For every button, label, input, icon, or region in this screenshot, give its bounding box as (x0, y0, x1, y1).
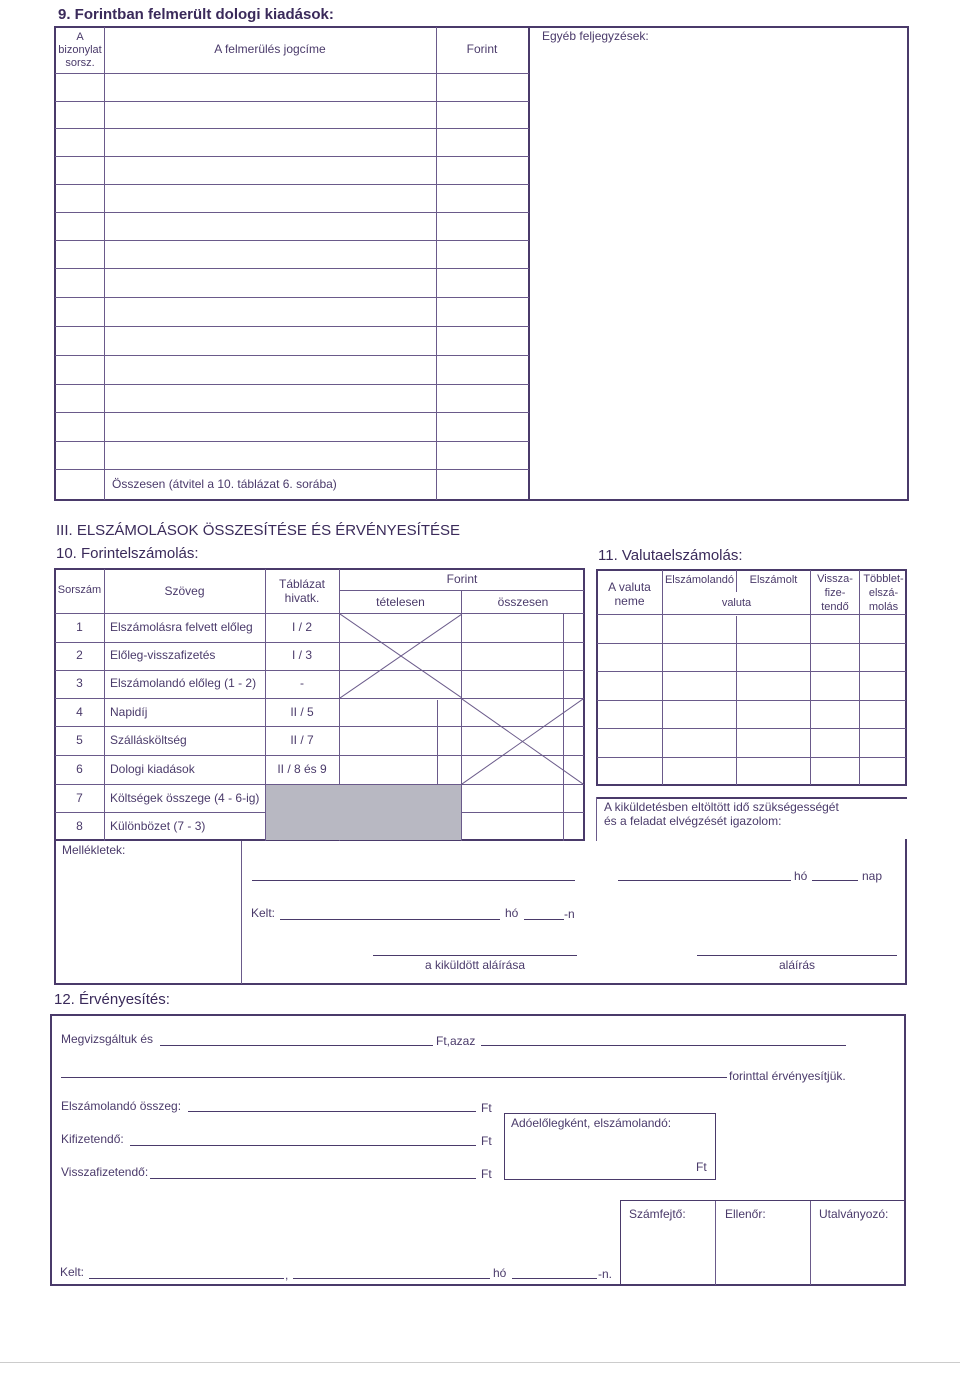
section9-table (54, 26, 909, 501)
mellekletek-label: Mellékletek: (62, 843, 126, 857)
col-valuta-header: valuta (721, 597, 752, 609)
section-iii-title: III. ELSZÁMOLÁSOK ÖSSZESÍTÉSE ÉS ÉRVÉNYESÍTÉSE (56, 522, 461, 539)
col-visszafizetendo-header: Vissza- fize- tendő (817, 573, 853, 613)
row-5-text: Szállásköltség (110, 733, 187, 747)
cross-mark-1 (340, 614, 462, 698)
row-6-no: 6 (76, 762, 83, 776)
kelt-bottom-label: Kelt: (60, 1265, 85, 1279)
kelt-comma: , (285, 1268, 289, 1282)
row-1-ref: I / 2 (291, 620, 312, 634)
visszafizetendo-ft-label: Ft (481, 1167, 492, 1181)
kifizetendo-label: Kifizetendő: (61, 1132, 124, 1146)
col-szoveg-header: Szöveg (164, 584, 205, 598)
row-8-no: 8 (76, 819, 83, 833)
shaded-cell (266, 785, 461, 840)
row-2-no: 2 (76, 648, 83, 662)
cross-mark-2 (462, 699, 583, 784)
col-tetelesen-header: tételesen (376, 595, 425, 609)
kelt-n-label: -n (564, 907, 575, 921)
col-forint-group-header: Forint (446, 572, 478, 586)
row-5-ref: II / 7 (290, 733, 314, 747)
row-3-text: Elszámolandó előleg (1 - 2) (110, 676, 257, 690)
alairas-label: aláírás (778, 958, 816, 972)
row-2-ref: I / 3 (291, 648, 312, 662)
col-forint-header: Forint (466, 42, 498, 56)
section11-title: 11. Valutaelszámolás: (598, 547, 743, 564)
row-1-text: Elszámolásra felvett előleg (110, 620, 253, 634)
forinttal-label: forinttal érvényesítjük. (729, 1069, 846, 1083)
row-6-ref: II / 8 és 9 (277, 762, 327, 776)
szamfejto-label: Számfejtő: (629, 1207, 686, 1221)
col-sorsz-header: A bizonylat sorsz. (58, 31, 102, 69)
row-8-text: Különbözet (7 - 3) (110, 819, 206, 833)
row-7-text: Költségek összege (4 - 6-ig) (110, 791, 260, 805)
certify-ho-label: hó (794, 869, 808, 883)
ft-azaz-label: Ft,azaz (436, 1034, 476, 1048)
col-jogcim-header: A felmerülés jogcíme (214, 42, 326, 56)
elszamolando-osszeg-label: Elszámolandó összeg: (61, 1099, 182, 1113)
col-elszamolt-header: Elszámolt (749, 574, 798, 586)
kifizetendo-ft-label: Ft (481, 1134, 492, 1148)
section9-total-label: Összesen (átvitel a 10. táblázat 6. sorába) (112, 477, 337, 491)
col-sorszam-header: Sorszám (57, 584, 102, 596)
row-3-no: 3 (76, 676, 83, 690)
elszamolando-ft-label: Ft (481, 1101, 492, 1115)
col-osszesen-header: összesen (497, 595, 549, 609)
adoeloleg-label: Adóelőlegként, elszámolandó: (511, 1116, 672, 1130)
col-valuta-neme-header: A valuta neme (608, 580, 651, 608)
megvizsgaltuk-label: Megvizsgáltuk és (61, 1032, 154, 1046)
row-6-text: Dologi kiadások (110, 762, 195, 776)
utalvanyozo-label: Utalványozó: (819, 1207, 889, 1221)
row-1-no: 1 (76, 620, 83, 634)
page-bottom-rule (0, 1362, 960, 1363)
row-3-ref: - (300, 676, 304, 690)
col-tablazat-header: Táblázat hivatk. (278, 577, 326, 605)
col-egyeb-header: Egyéb feljegyzések: (542, 29, 649, 43)
visszafizetendo-label: Visszafizetendő: (61, 1165, 149, 1179)
kelt-label: Kelt: (251, 906, 276, 920)
adoeloleg-ft-label: Ft (696, 1160, 707, 1174)
section10-title: 10. Forintelszámolás: (56, 545, 199, 562)
ellenor-label: Ellenőr: (725, 1207, 766, 1221)
kelt-bottom-n-label: -n. (598, 1267, 613, 1281)
row-4-ref: II / 5 (290, 705, 314, 719)
row-4-text: Napidíj (110, 705, 148, 719)
section12-title: 12. Érvényesítés: (54, 991, 170, 1008)
kelt-bottom-ho-label: hó (493, 1266, 507, 1280)
row-5-no: 5 (76, 733, 83, 747)
section9-title: 9. Forintban felmerült dologi kiadások: (58, 6, 334, 23)
col-elszamolando-header: Elszámolandó (664, 574, 735, 586)
row-2-text: Előleg-visszafizetés (110, 648, 216, 662)
col-tobblet-header: Többlet- elszá- molás (863, 573, 904, 613)
row-7-no: 7 (76, 791, 83, 805)
certify-nap-label: nap (862, 869, 883, 883)
certify-text: A kiküldetésben eltöltött idő szükségességét és a feladat elvégzését igazolom: (604, 800, 839, 828)
kelt-ho-label: hó (505, 906, 519, 920)
kikuldott-alairasa-label: a kiküldött aláírása (424, 958, 526, 972)
row-4-no: 4 (76, 705, 83, 719)
